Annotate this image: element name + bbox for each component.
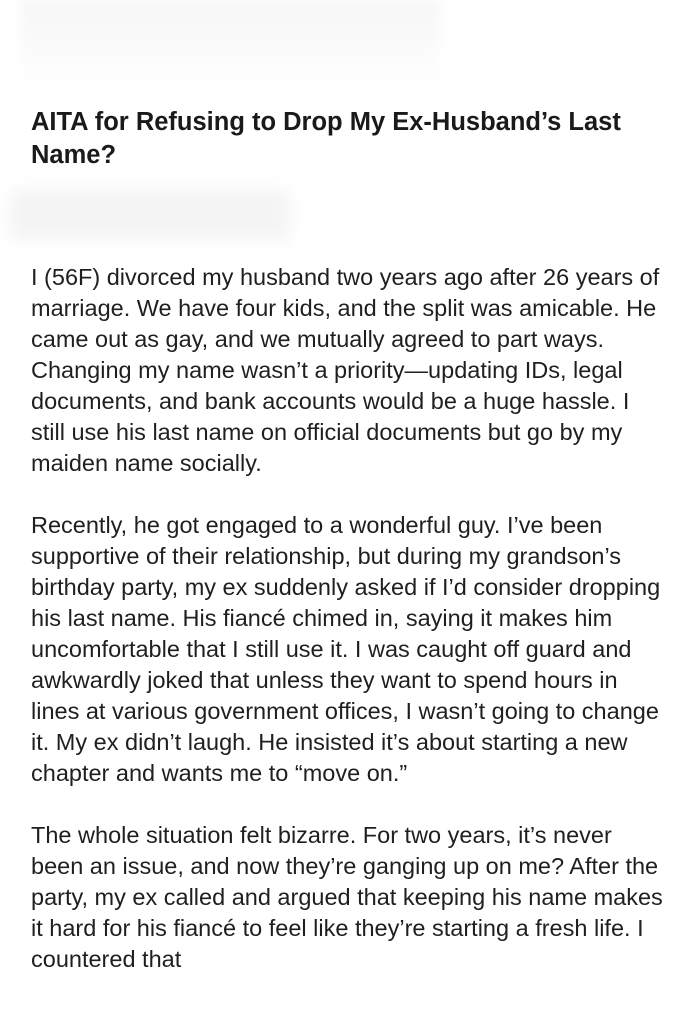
blurred-meta-area (10, 190, 290, 240)
post-title: AITA for Refusing to Drop My Ex-Husband’s Last Name? (31, 108, 621, 169)
post-body (31, 262, 663, 1006)
post-paragraph-3: The whole situation felt bizarre. For two years, it’s never been an issue, and now they’re ganging up on me? After the party, my ex called and argued that keeping his name makes it hard for his fiancé to feel like they’re starting a fresh life. I countered that (31, 822, 663, 972)
post-paragraph-1: I (56F) divorced my husband two years ago after 26 years of marriage. We have four kids, and the split was amicable. He came out as gay, and we mutually agreed to part ways. Changing my name wasn’t a priority—updating IDs, legal documents, and bank accounts would be a huge hassle. I still use his last name on official documents but go by my maiden name socially. (31, 264, 660, 476)
blurred-header-area (20, 0, 440, 90)
post-paragraph-2: Recently, he got engaged to a wonderful guy. I’ve been supportive of their relationship, but during my grandson’s birthday party, my ex suddenly asked if I’d consider dropping his last name. His fiancé chimed in, saying it makes him uncomfortable that I still use it. I was caught off guard and awkwardly joked that unless they want to spend hours in lines at various government offices, I wasn’t going to change it. My ex didn’t laugh. He insisted it’s about starting a new chapter and wants me to “move on.” (31, 512, 661, 786)
